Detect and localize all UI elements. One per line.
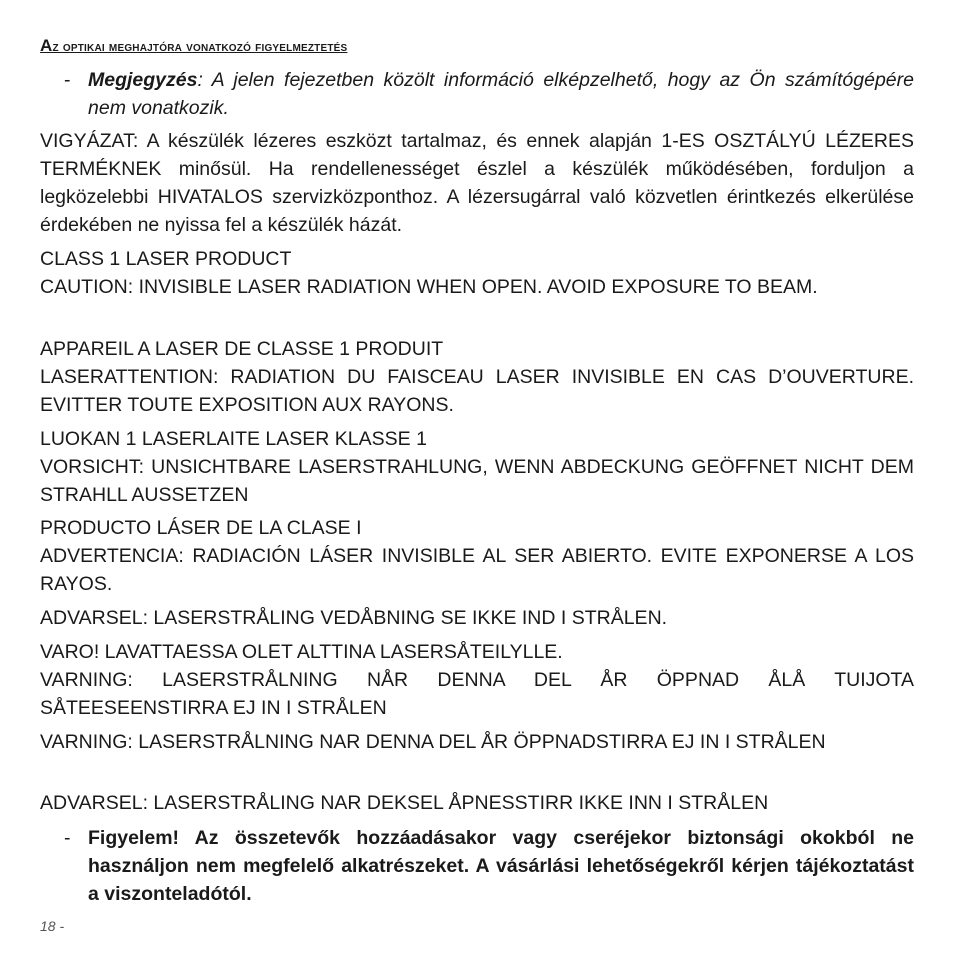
class1-label-fi-de: LUOKAN 1 LASERLAITE LASER KLASSE 1	[40, 428, 427, 450]
caution-sv-1: VARNING: LASERSTRÅLNING NÅR DENNA DEL ÅR ÖPPNAD ÅLÅ TUIJOTA SÅTEESEENSTIRRA EJ IN I STRÅLEN	[40, 669, 914, 719]
bullet-dash: -	[64, 827, 71, 849]
warning-text: Figyelem! Az összetevők hozzáadásakor vagy cseréjekor biztonsági okokból ne használjon nem megfelelő alkatrészeket. A vásárlási lehetőségekről kérjen tájékoztatást a viszonteladótól.	[88, 827, 914, 905]
page-number: 18 -	[40, 918, 65, 934]
caution-sv-2: VARNING: LASERSTRÅLNING NAR DENNA DEL ÅR ÖPPNADSTIRRA EJ IN I STRÅLEN	[40, 731, 826, 753]
caution-fi: VARO! LAVATTAESSA OLET ALTTINA LASERSÅTEILYLLE.	[40, 641, 563, 663]
caution-paragraph-hu: VIGYÁZAT: A készülék lézeres eszközt tartalmaz, és ennek alapján 1-ES OSZTÁLYÚ LÉZERES TERMÉKNEK minősül. Ha rendellenességet észlel a készülék működésében, forduljon a legközelebbi HIVATALOS szervizközponthoz. A lézersugárral való közvetlen érintkezés elkerülése érdekében ne nyissa fel a készülék házát.	[40, 130, 914, 236]
section-heading	[40, 36, 347, 56]
caution-da: ADVARSEL: LASERSTRÅLING VEDÅBNING SE IKKE IND I STRÅLEN.	[40, 607, 668, 629]
class1-label-en: CLASS 1 LASER PRODUCT	[40, 248, 292, 270]
note-item	[64, 66, 914, 122]
class1-label-fr: APPAREIL A LASER DE CLASSE 1 PRODUIT	[40, 338, 444, 360]
class1-label-es: PRODUCTO LÁSER DE LA CLASE I	[40, 517, 362, 539]
bullet-dash: -	[64, 69, 71, 91]
caution-no: ADVARSEL: LASERSTRÅLING NAR DEKSEL ÅPNESSTIRR IKKE INN I STRÅLEN	[40, 792, 769, 814]
caution-fr: LASERATTENTION: RADIATION DU FAISCEAU LASER INVISIBLE EN CAS D’OUVERTURE. EVITTER TOUTE EXPOSITION AUX RAYONS.	[40, 366, 914, 416]
warning-item	[64, 824, 914, 908]
caution-es: ADVERTENCIA: RADIACIÓN LÁSER INVISIBLE AL SER ABIERTO. EVITE EXPONERSE A LOS RAYOS.	[40, 545, 914, 595]
heading-initial: A	[40, 36, 53, 55]
caution-en: CAUTION: INVISIBLE LASER RADIATION WHEN OPEN. AVOID EXPOSURE TO BEAM.	[40, 276, 818, 298]
caution-de: VORSICHT: UNSICHTBARE LASERSTRAHLUNG, WENN ABDECKUNG GEÖFFNET NICHT DEM STRAHLL AUSSETZEN	[40, 456, 914, 506]
heading-text: z optikai meghajtóra vonatkozó figyelmeztetés	[52, 38, 348, 54]
note-label: Megjegyzés	[88, 69, 198, 91]
note-text: : A jelen fejezetben közölt információ elképzelhető, hogy az Ön számítógépére nem vonatkozik.	[88, 69, 914, 119]
